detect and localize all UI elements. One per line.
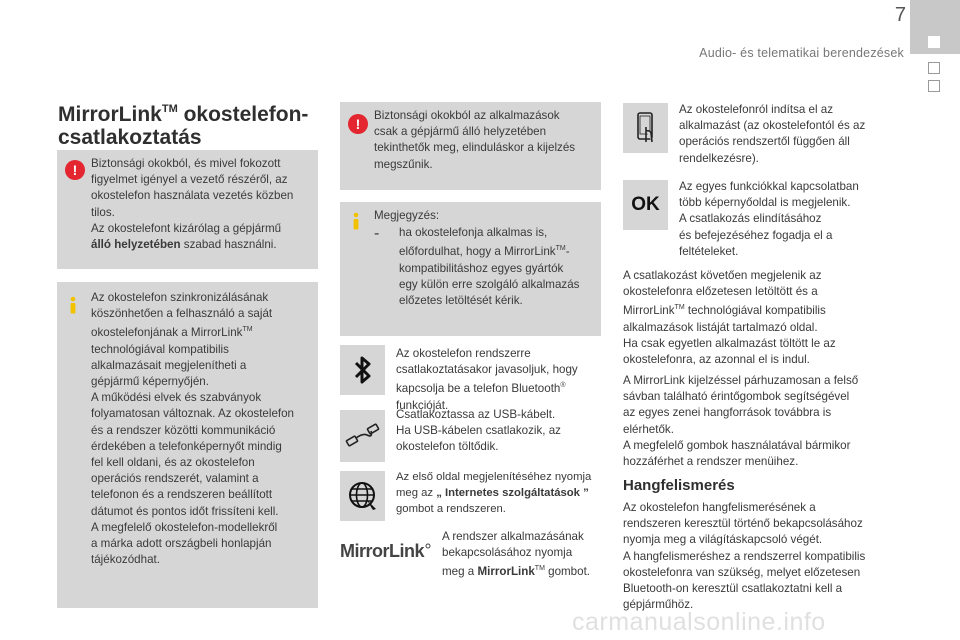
text-span: - bbox=[565, 245, 570, 259]
text-line: és a rendszer közötti kommunikáció bbox=[91, 423, 276, 437]
text-span: kapcsolja be a telefon Bluetooth bbox=[396, 382, 561, 396]
text-line: A megfelelő gombok használatával bármikor bbox=[623, 438, 851, 452]
text-line: nyomja meg a világításkapcsoló végét. bbox=[623, 533, 823, 547]
title-rest: okostelefon- bbox=[177, 103, 309, 126]
text-line: gépjárműhöz. bbox=[623, 598, 694, 612]
paragraph-voice bbox=[623, 500, 918, 613]
text-line: alkalmazások listáját tartalmazó oldal. bbox=[623, 320, 818, 334]
text-span: szabad használni. bbox=[180, 238, 277, 252]
logo-text: MirrorLink bbox=[340, 540, 425, 561]
watermark: carmanualsonline.info bbox=[572, 608, 826, 636]
text-line: gépjármű képernyőjén. bbox=[91, 375, 209, 389]
info-icon bbox=[67, 296, 79, 314]
text-line: Ha USB-kábelen csatlakozik, az bbox=[396, 424, 561, 438]
text-line: A hangfelismeréshez a rendszerrel kompatibilis bbox=[623, 549, 866, 563]
text-line: rendelkezésre). bbox=[679, 151, 759, 165]
text-line: Az okostelefon szinkronizálásának bbox=[91, 291, 269, 304]
text-line: gombot a rendszeren. bbox=[396, 503, 506, 516]
text-line: Az okostelefont kizárólag a gépjármű bbox=[91, 221, 282, 235]
text-line: és befejezéséhez fogadja el a bbox=[679, 228, 833, 242]
section-heading-voice: Hangfelismerés bbox=[623, 477, 735, 494]
mirrorlink-step-text bbox=[442, 529, 607, 581]
bold-text: MirrorLink bbox=[477, 565, 535, 579]
text-line: Az okostelefon rendszerre bbox=[396, 347, 531, 360]
text-line: ha okostelefonja alkalmas is, bbox=[399, 226, 548, 240]
text-line: hozzáférhet a rendszer menüihez. bbox=[623, 455, 799, 469]
tm-mark: TM bbox=[555, 245, 566, 253]
text-line: Ha csak egyetlen alkalmazást töltött le az bbox=[623, 336, 836, 350]
text-line: rendszeren keresztül történő bekapcsolásához bbox=[623, 517, 863, 531]
internet-step-text bbox=[396, 469, 606, 518]
bluetooth-step-text bbox=[396, 346, 602, 414]
text-line: Bluetooth-on keresztül csatlakoztatni kell a bbox=[623, 582, 843, 596]
text-line: előzetes letöltését kérik. bbox=[399, 294, 523, 308]
smartphone-step-text bbox=[679, 102, 909, 167]
text-line: tájékozódhat. bbox=[91, 553, 160, 567]
ok-icon-box bbox=[623, 180, 668, 230]
usb-icon-box bbox=[340, 410, 385, 462]
text-line: Az okostelefon hangfelismerésének a bbox=[623, 501, 816, 514]
globe-icon bbox=[347, 480, 379, 512]
usb-cable-icon bbox=[345, 423, 381, 449]
text-line: figyelmet igényel a vezető részéről, az bbox=[91, 173, 288, 187]
text-line: operációs rendszerét, valamint a bbox=[91, 472, 259, 486]
text-line: több képernyőoldal is megjelenik. bbox=[679, 196, 851, 210]
text-line: folyamatosan változnak. Az okostelefon bbox=[91, 407, 295, 421]
text-line bbox=[442, 561, 607, 580]
text-line bbox=[623, 300, 913, 319]
mirrorlink-logo bbox=[340, 536, 432, 566]
note-box bbox=[340, 202, 601, 336]
paragraph-connection bbox=[623, 268, 913, 368]
text-line: A rendszer alkalmazásának bbox=[442, 530, 584, 543]
text-line: okostelefon töltődik. bbox=[396, 440, 499, 454]
note-heading: Megjegyzés: bbox=[374, 209, 440, 222]
text-line: Csatlakoztassa az USB-kábelt. bbox=[396, 408, 556, 421]
text-line: egy külön erre szolgáló alkalmazás bbox=[399, 277, 580, 291]
text-line bbox=[396, 485, 606, 501]
bluetooth-icon-box bbox=[340, 345, 385, 395]
warning-icon: ! bbox=[348, 114, 368, 134]
text-line: A működési elvek és szabványok bbox=[91, 391, 262, 405]
page-title bbox=[58, 98, 328, 149]
text-line: A megfelelő okostelefon-modellekről bbox=[91, 520, 278, 534]
text-line: alkalmazást (az okostelefontól és az bbox=[679, 119, 866, 133]
text-line: Biztonsági okokból az alkalmazások bbox=[374, 109, 560, 122]
text-span: MirrorLink bbox=[623, 304, 675, 318]
text-line: funkcióját. bbox=[396, 398, 449, 412]
nav-square-icon bbox=[928, 62, 940, 74]
ok-step-text bbox=[679, 179, 909, 260]
text-line: kompatibilitáshoz egyes gyártók bbox=[399, 261, 564, 275]
text-line: tekinthetők meg, elinduláskor a kijelzés bbox=[374, 141, 576, 155]
title-line2: csatlakoztatás bbox=[58, 126, 202, 149]
text-span: technológiával kompatibilis bbox=[684, 304, 826, 318]
text-span: előfordulhat, hogy a MirrorLink bbox=[399, 245, 556, 259]
text-line bbox=[399, 241, 579, 260]
text-line bbox=[91, 237, 315, 253]
info-icon bbox=[350, 212, 362, 230]
text-span: gombot. bbox=[544, 565, 591, 579]
text-line: fel kell oldani, és az okostelefon bbox=[91, 456, 255, 470]
text-line: Biztonsági okokból, és mivel fokozott bbox=[91, 157, 281, 170]
title-brand: MirrorLink bbox=[58, 103, 162, 126]
text-line: Az egyes funkciókkal kapcsolatban bbox=[679, 180, 859, 193]
text-line: az egyes zenei hangforrások továbbra is bbox=[623, 406, 832, 420]
text-line: elérhetők. bbox=[623, 422, 674, 436]
note-list-item bbox=[374, 225, 598, 309]
text-line: köszönhetően a felhasználó a saját bbox=[91, 307, 273, 321]
text-line: csak a gépjármű álló helyzetében bbox=[374, 125, 547, 139]
nav-square-icon bbox=[928, 80, 940, 92]
title-tm: TM bbox=[161, 103, 178, 115]
list-dash: - bbox=[374, 225, 380, 243]
warning-icon: ! bbox=[65, 160, 85, 180]
smartphone-icon-box bbox=[623, 103, 668, 153]
text-line: sávban található érintőgombok segítségével bbox=[623, 390, 850, 404]
text-line bbox=[91, 322, 315, 341]
text-line: A MirrorLink kijelzéssel párhuzamosan a felső bbox=[623, 374, 859, 387]
warning-box-1 bbox=[57, 150, 318, 269]
text-line: feltételeket. bbox=[679, 244, 739, 258]
text-line: alkalmazásait megjelenítheti a bbox=[91, 358, 247, 372]
text-line: csatlakoztatásakor javasoljuk, hogy bbox=[396, 363, 578, 377]
paragraph-display bbox=[623, 373, 913, 470]
text-span: meg az bbox=[396, 487, 437, 500]
bold-text: álló helyzetében bbox=[91, 238, 181, 252]
text-line bbox=[396, 378, 602, 397]
text-line: dátumot és pontos időt frissíteni kell. bbox=[91, 504, 279, 518]
header-title: Audio- és telematikai berendezések bbox=[699, 46, 904, 60]
text-line: tilos. bbox=[91, 205, 115, 219]
tm-mark: TM bbox=[674, 304, 685, 312]
header-tab bbox=[910, 0, 960, 54]
text-line: telefonon és a rendszeren beállított bbox=[91, 488, 273, 502]
logo-mark-icon bbox=[425, 543, 431, 549]
warning-box-2 bbox=[340, 102, 601, 190]
smartphone-touch-icon bbox=[633, 111, 659, 145]
info-box-1 bbox=[57, 282, 318, 608]
text-line: okostelefon használata vezetés közben bbox=[91, 189, 294, 203]
registered-mark: ® bbox=[560, 382, 566, 390]
text-line: okostelefonra van szükség, melyet előzetesen bbox=[623, 565, 861, 579]
text-line: Az első oldal megjelenítéséhez nyomja bbox=[396, 471, 592, 483]
text-line: okostelefonra, az azonnal el is indul. bbox=[623, 353, 810, 367]
bluetooth-icon bbox=[352, 354, 374, 386]
text-line: a márka adott országbeli honlapján bbox=[91, 537, 272, 551]
text-line: A csatlakozást követően megjelenik az bbox=[623, 269, 822, 282]
tm-mark: TM bbox=[242, 326, 253, 334]
usb-step-text bbox=[396, 407, 602, 456]
text-line: operációs rendszertől függően áll bbox=[679, 135, 850, 149]
text-span: meg a bbox=[442, 565, 478, 579]
text-line: A csatlakozás elindításához bbox=[679, 212, 822, 226]
text-line: okostelefonra előzetesen letöltött és a bbox=[623, 285, 818, 299]
text-line: megszűnik. bbox=[374, 157, 433, 171]
tm-mark: TM bbox=[534, 565, 545, 573]
bold-text: „ Internetes szolgáltatások ” bbox=[436, 487, 589, 500]
page-number: 7 bbox=[894, 4, 906, 26]
text-line: Az okostelefonról indítsa el az bbox=[679, 103, 834, 116]
nav-square-icon bbox=[928, 36, 940, 48]
text-span: okostelefonjának a MirrorLink bbox=[91, 326, 243, 340]
text-line: bekapcsolásához nyomja bbox=[442, 546, 573, 560]
ok-label: OK bbox=[631, 194, 660, 215]
text-line: technológiával kompatibilis bbox=[91, 342, 229, 356]
internet-icon-box bbox=[340, 471, 385, 521]
text-line: érdekében a telefonképernyőt mindig bbox=[91, 439, 282, 453]
